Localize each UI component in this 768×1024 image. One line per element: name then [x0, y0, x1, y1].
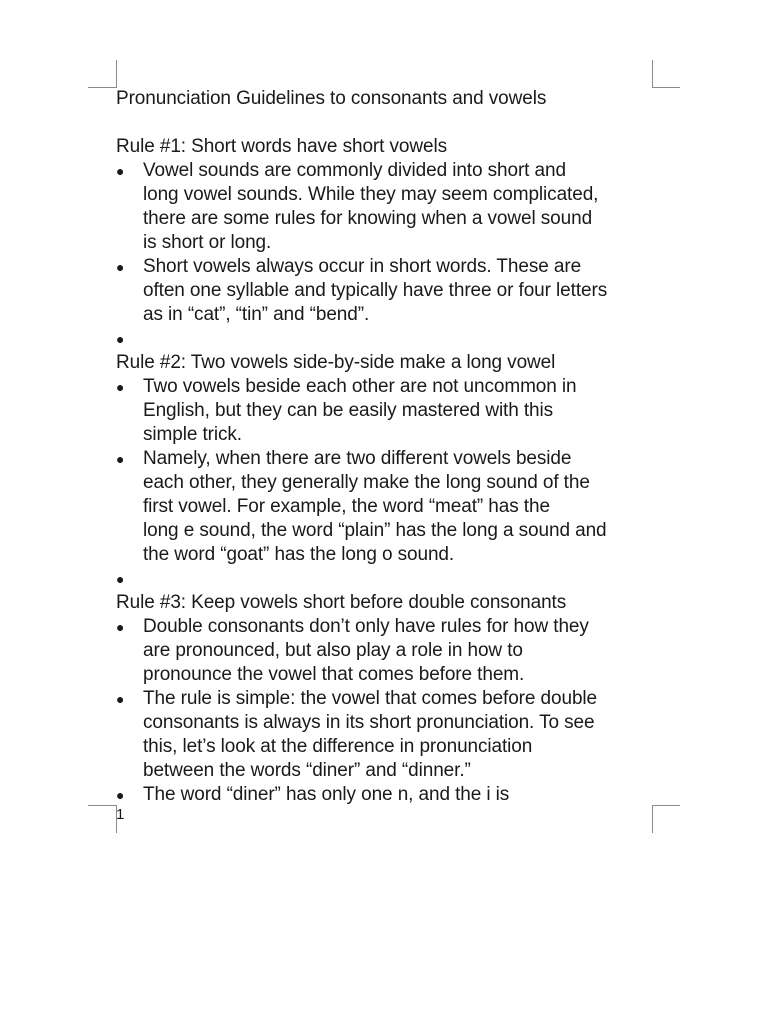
bullet-list: [116, 159, 656, 351]
text-line: first vowel. For example, the word “meat” has the: [143, 496, 550, 517]
rule-heading: Rule #3: Keep vowels short before double consonants: [116, 592, 567, 613]
rule-heading: Rule #1: Short words have short vowels: [116, 136, 447, 157]
text-line: this, let’s look at the difference in pronunciation: [143, 736, 533, 757]
bullet-icon: ●: [116, 571, 125, 587]
text-line: consonants is always in its short pronunciation. To see: [143, 712, 595, 733]
bullet-icon: ●: [116, 163, 125, 179]
text-line: simple trick.: [143, 424, 242, 445]
list-item-empty: [116, 567, 656, 591]
list-item: [116, 687, 656, 783]
crop-mark-top-left-horizontal: [88, 87, 116, 88]
list-item: [116, 447, 656, 567]
list-item: [116, 159, 656, 255]
text-line: Namely, when there are two different vowels beside: [143, 448, 572, 469]
text-line: often one syllable and typically have three or four letters: [143, 280, 608, 301]
list-item-empty: [116, 327, 656, 351]
crop-mark-top-right-vertical: [652, 60, 653, 88]
bullet-list: [116, 615, 656, 807]
text-line: each other, they generally make the long sound of the: [143, 472, 590, 493]
text-line: English, but they can be easily mastered with this: [143, 400, 554, 421]
text-line: Short vowels always occur in short words. These are: [143, 256, 582, 277]
rule-section-2: [116, 351, 656, 591]
page-number: 1: [116, 806, 125, 823]
list-item: [116, 615, 656, 687]
bullet-icon: ●: [116, 619, 125, 635]
text-line: the word “goat” has the long o sound.: [143, 544, 455, 565]
text-line: is short or long.: [143, 232, 272, 253]
text-line: Double consonants don’t only have rules for how they: [143, 616, 589, 637]
text-line: long vowel sounds. While they may seem complicated,: [143, 184, 599, 205]
text-line: Vowel sounds are commonly divided into short and: [143, 160, 566, 181]
rule-heading: Rule #2: Two vowels side-by-side make a long vowel: [116, 352, 556, 373]
bullet-icon: ●: [116, 451, 125, 467]
text-line: Two vowels beside each other are not uncommon in: [143, 376, 577, 397]
document-body: [116, 87, 656, 807]
text-line: long e sound, the word “plain” has the long a sound and: [143, 520, 607, 541]
crop-mark-bottom-left-horizontal: [88, 805, 116, 806]
bullet-icon: ●: [116, 259, 125, 275]
document-title: Pronunciation Guidelines to consonants and vowels: [116, 88, 547, 109]
text-line: The word “diner” has only one n, and the i is: [143, 784, 510, 805]
rule-section-1: [116, 135, 656, 351]
text-line: The rule is simple: the vowel that comes before double: [143, 688, 598, 709]
bullet-icon: ●: [116, 787, 125, 803]
crop-mark-top-right-horizontal: [652, 87, 680, 88]
bullet-icon: ●: [116, 331, 125, 347]
text-line: between the words “diner” and “dinner.”: [143, 760, 471, 781]
text-line: there are some rules for knowing when a vowel sound: [143, 208, 593, 229]
text-line: as in “cat”, “tin” and “bend”.: [143, 304, 370, 325]
rule-section-3: [116, 591, 656, 807]
blank-line: [116, 111, 656, 135]
bullet-list: [116, 375, 656, 591]
crop-mark-top-left-vertical: [116, 60, 117, 88]
bullet-icon: ●: [116, 691, 125, 707]
list-item: [116, 255, 656, 327]
text-line: are pronounced, but also play a role in how to: [143, 640, 523, 661]
crop-mark-bottom-right-vertical: [652, 805, 653, 833]
bullet-icon: ●: [116, 379, 125, 395]
list-item: [116, 375, 656, 447]
crop-mark-bottom-right-horizontal: [652, 805, 680, 806]
text-line: pronounce the vowel that comes before them.: [143, 664, 525, 685]
list-item: [116, 783, 656, 807]
